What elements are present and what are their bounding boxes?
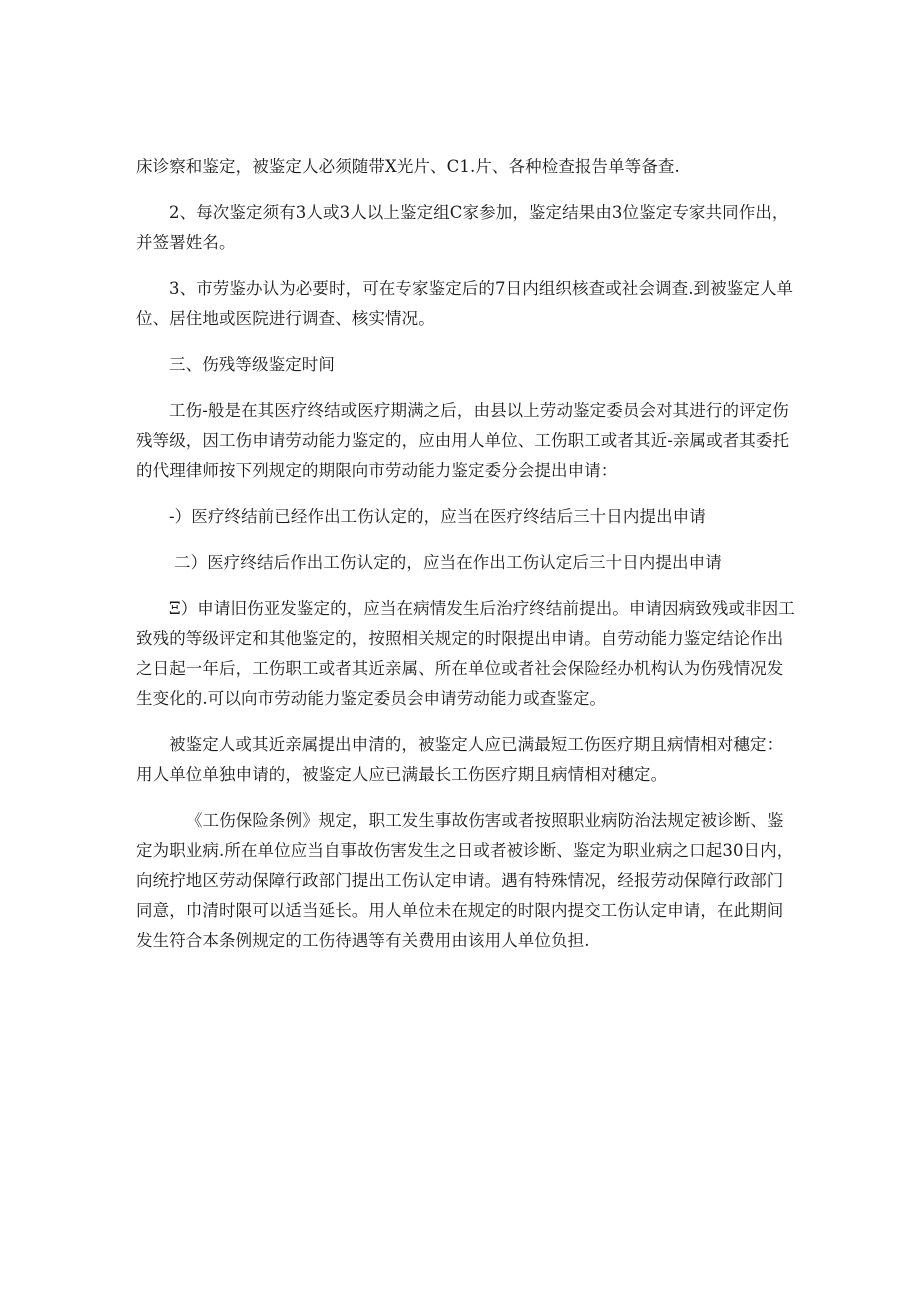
list-item-1: -）医疗终结前已经作出工伤认定的，应当在医疗终结后三十日内提出申请 [169, 507, 706, 526]
paragraph-continuation: 床诊察和鉴定，被鉴定人必须随带X光片、C1.片、各种检查报告单等备查. [136, 157, 680, 176]
list-item-2: 二）医疗终结后作出工伤认定的，应当在作出工伤认定后三十日内提出申请 [174, 553, 722, 572]
list-item-3: Ξ）申请旧伤亚发鉴定的，应当在病情发生后治疗终结前提出。申请因病致残或非因工致残的等级评定和其他鉴定的，按照相关规定的时限提出申请。自劳动能力鉴定结论作出之日起一年后，工伤职工或者其近亲属、所在单位或者社会保险经办机构认为伤残情况发生变化的.可以向市劳动能力鉴定委员会申请劳动能力或查鉴定。 [136, 599, 795, 708]
paragraph-regulation: 《工伤保险条例》规定，职工发生事故伤害或者按照职业病防治法规定被诊断、鉴定为职业病.所在单位应当自事故伤害发生之日或者被诊断、鉴定为职业病之口起30日内，向统拧地区劳动保障行政部门提出工伤认定申请。遇有特殊情况，经报劳动保障行政部门同意，巾清时限可以适当延长。用人单位未在规定的时限内提交工伤认定申请，在此期间发生符合本条例规定的工伤待遇等有关费用由该用人单位负担. [136, 811, 794, 950]
paragraph-item-3: 3、市劳鉴办认为必要时，可在专家鉴定后的7日内组织核查或社会调查.到被鉴定人单位、居住地或医院进行调查、核实情况。 [136, 279, 794, 328]
paragraph-applicant-conditions: 被鉴定人或其近亲属提出申清的，被鉴定人应已满最短工伤医疗期且病情相对穗定：用人单位单独申请的，被鉴定人应已满最长工伤医疗期且病情相对穗定。 [136, 735, 784, 784]
paragraph-item-2: 2、每次鉴定须有3人或3人以上鉴定组C家参加，鉴定结果由3位鉴定专家共同作出，并签署姓名。 [136, 203, 789, 252]
document-body [136, 152, 796, 972]
paragraph-injury-timing: 工伤-般是在其医疗终结或医疗期满之后，由县以上劳动鉴定委员会对其进行的评定伤残等级，因工伤申请劳动能力鉴定的，应由用人单位、工伤职工或者其近-亲属或者其委托的代理律师按下列规定的期限向市劳动能力鉴定委分会提出申请： [136, 401, 790, 480]
section-heading: 三、伤残等级鉴定时间 [169, 355, 335, 374]
